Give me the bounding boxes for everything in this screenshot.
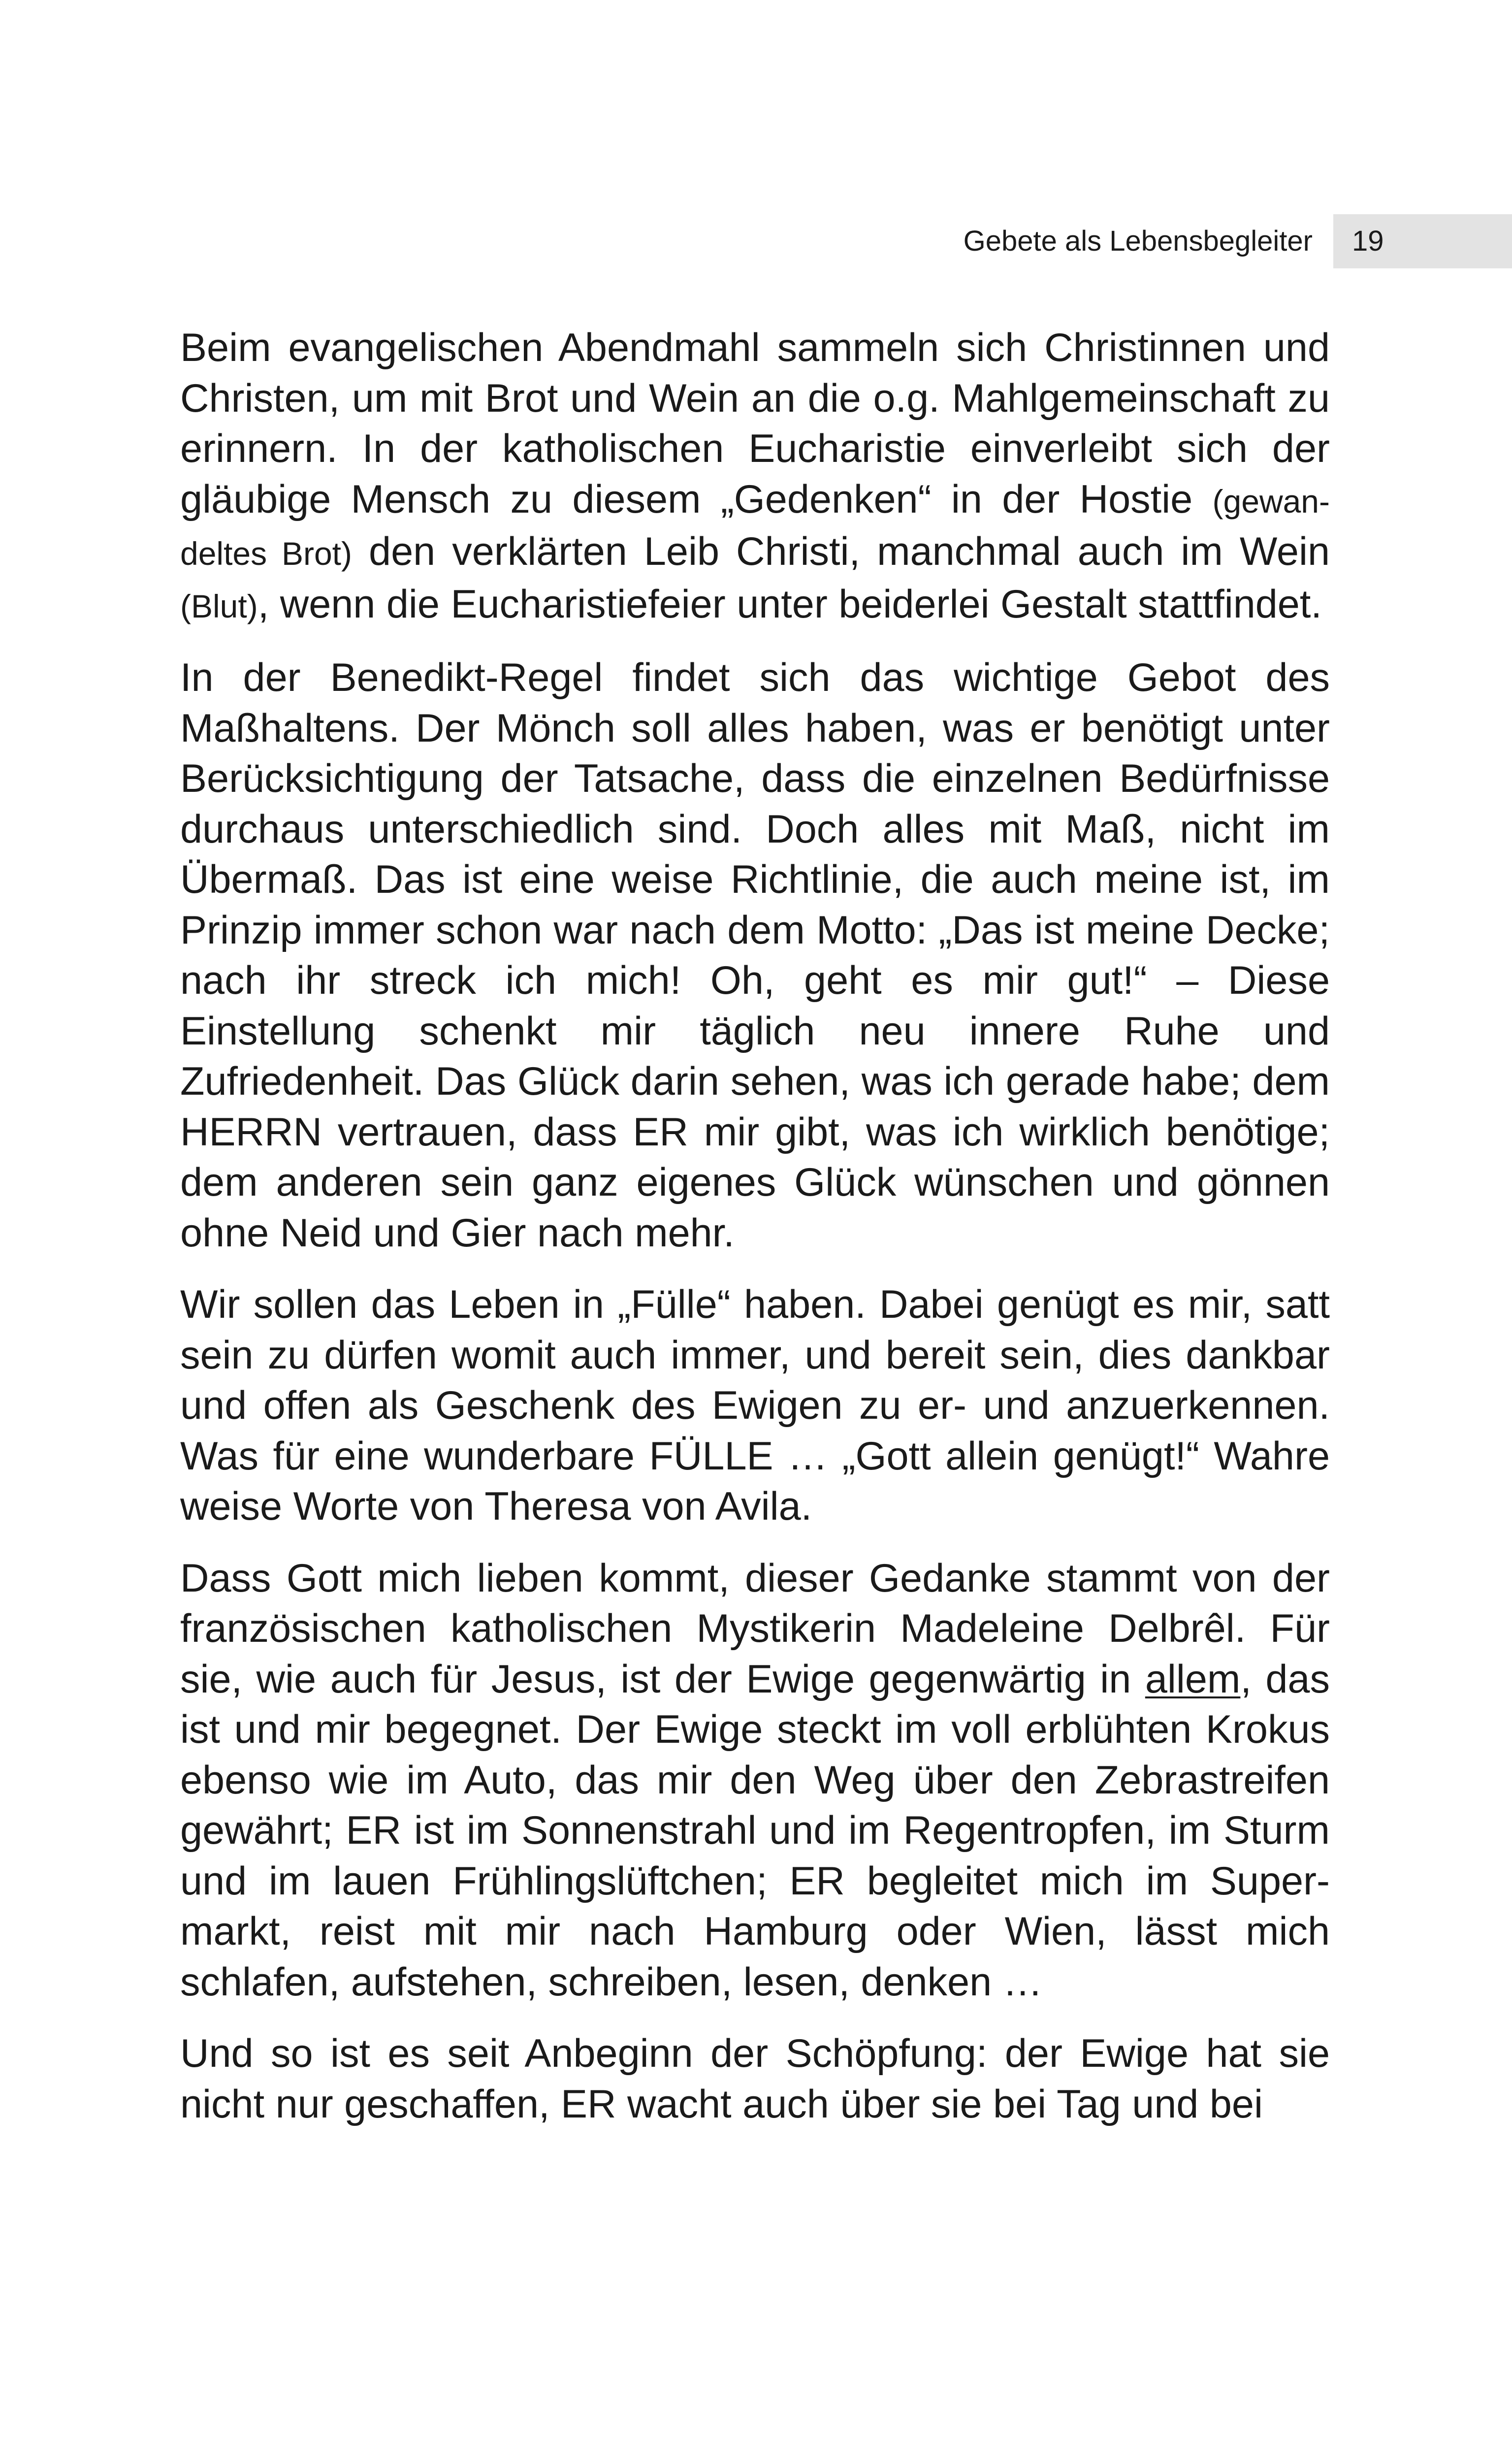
paragraph-small-note: (Blut) [180,587,258,624]
page-number-box [1333,214,1512,268]
paragraph-text: , wenn die Eucharistiefeier unter beiderlei Gestalt stattfindet. [257,582,1322,626]
paragraph-small-note: (gewandeltes Brot) [180,483,1330,572]
paragraph-text: Dass Gott mich lieben kommt, dieser Gedanke stammt von der französischen katholischen Mystikerin Madeleine Delbrêl. Für sie, wie auch für Jesus, ist der Ewige gegenwärtig in [180,1556,1330,1701]
underlined-word: allem [1145,1657,1241,1701]
paragraph-text: , das ist und mir begegnet. Der Ewige steckt im voll erblühten Krokus ebenso wie im Auto, das mir den Weg über den Zebrastreifen gewährt; ER ist im Sonnenstrahl und im Regentropfen, im Sturm und im lauen Frühlingslüftchen; ER begleitet mich im Supermarkt, reist mit mir nach Hamburg oder Wien, lässt mich schlafen, aufstehen, schreiben, lesen, denken … [180,1657,1330,2004]
header-title: Gebete als Lebensbegleiter [963,225,1313,257]
paragraph-fuelle: Wir sollen das Leben in „Fülle“ haben. Dabei genügt es mir, satt sein zu dürfen womit auch immer, und bereit sein, dies dankbar und offen als Geschenk des Ewigen zu er- und anzuerkennen. Was für eine wunderbare FÜLLE … „Gott allein genügt!“ Wahre weise Worte von Theresa von Avila. [180,1282,1330,1529]
paragraph-text: Beim evangelischen Abendmahl sammeln sich Christinnen und Christen, um mit Brot und Wein an die o.g. Mahlgemeinschaft zu erinnern. In der katholischen Eucharistie einverleibt sich der gläubige Mensch zu diesem „Gedenken“ in der Hostie [180,326,1330,521]
paragraph-abendmahl [180,323,1330,631]
running-header [0,214,1512,268]
paragraph-schoepfung: Und so ist es seit Anbeginn der Schöpfung: der Ewige hat sie nicht nur geschaffen, ER wacht auch über sie bei Tag und bei [180,2031,1330,2126]
page-number: 19 [1352,225,1384,257]
paragraph-text: den verklärten Leib Christi, manchmal auch im Wein [352,529,1330,574]
paragraph-benedikt-regel: In der Benedikt-Regel findet sich das wichtige Gebot des Maßhaltens. Der Mönch soll alles haben, was er benötigt unter Berücksichtigung der Tatsache, dass die einzelnen Bedürfnisse durchaus unterschiedlich sind. Doch alles mit Maß, nicht im Übermaß. Das ist eine weise Richtlinie, die auch meine ist, im Prinzip immer schon war nach dem Motto: „Das ist meine Decke; nach ihr streck ich mich! Oh, geht es mir gut!“ – Diese Einstellung schenkt mir täglich neu innere Ruhe und Zufriedenheit. Das Glück darin sehen, was ich gerade habe; dem HERRN vertrauen, dass ER mir gibt, was ich wirklich benötige; dem anderen sein ganz eigenes Glück wünschen und gönnen ohne Neid und Gier nach mehr. [180,655,1330,1255]
paragraph-delbrel [180,1553,1330,2008]
body-text [180,323,1330,2129]
